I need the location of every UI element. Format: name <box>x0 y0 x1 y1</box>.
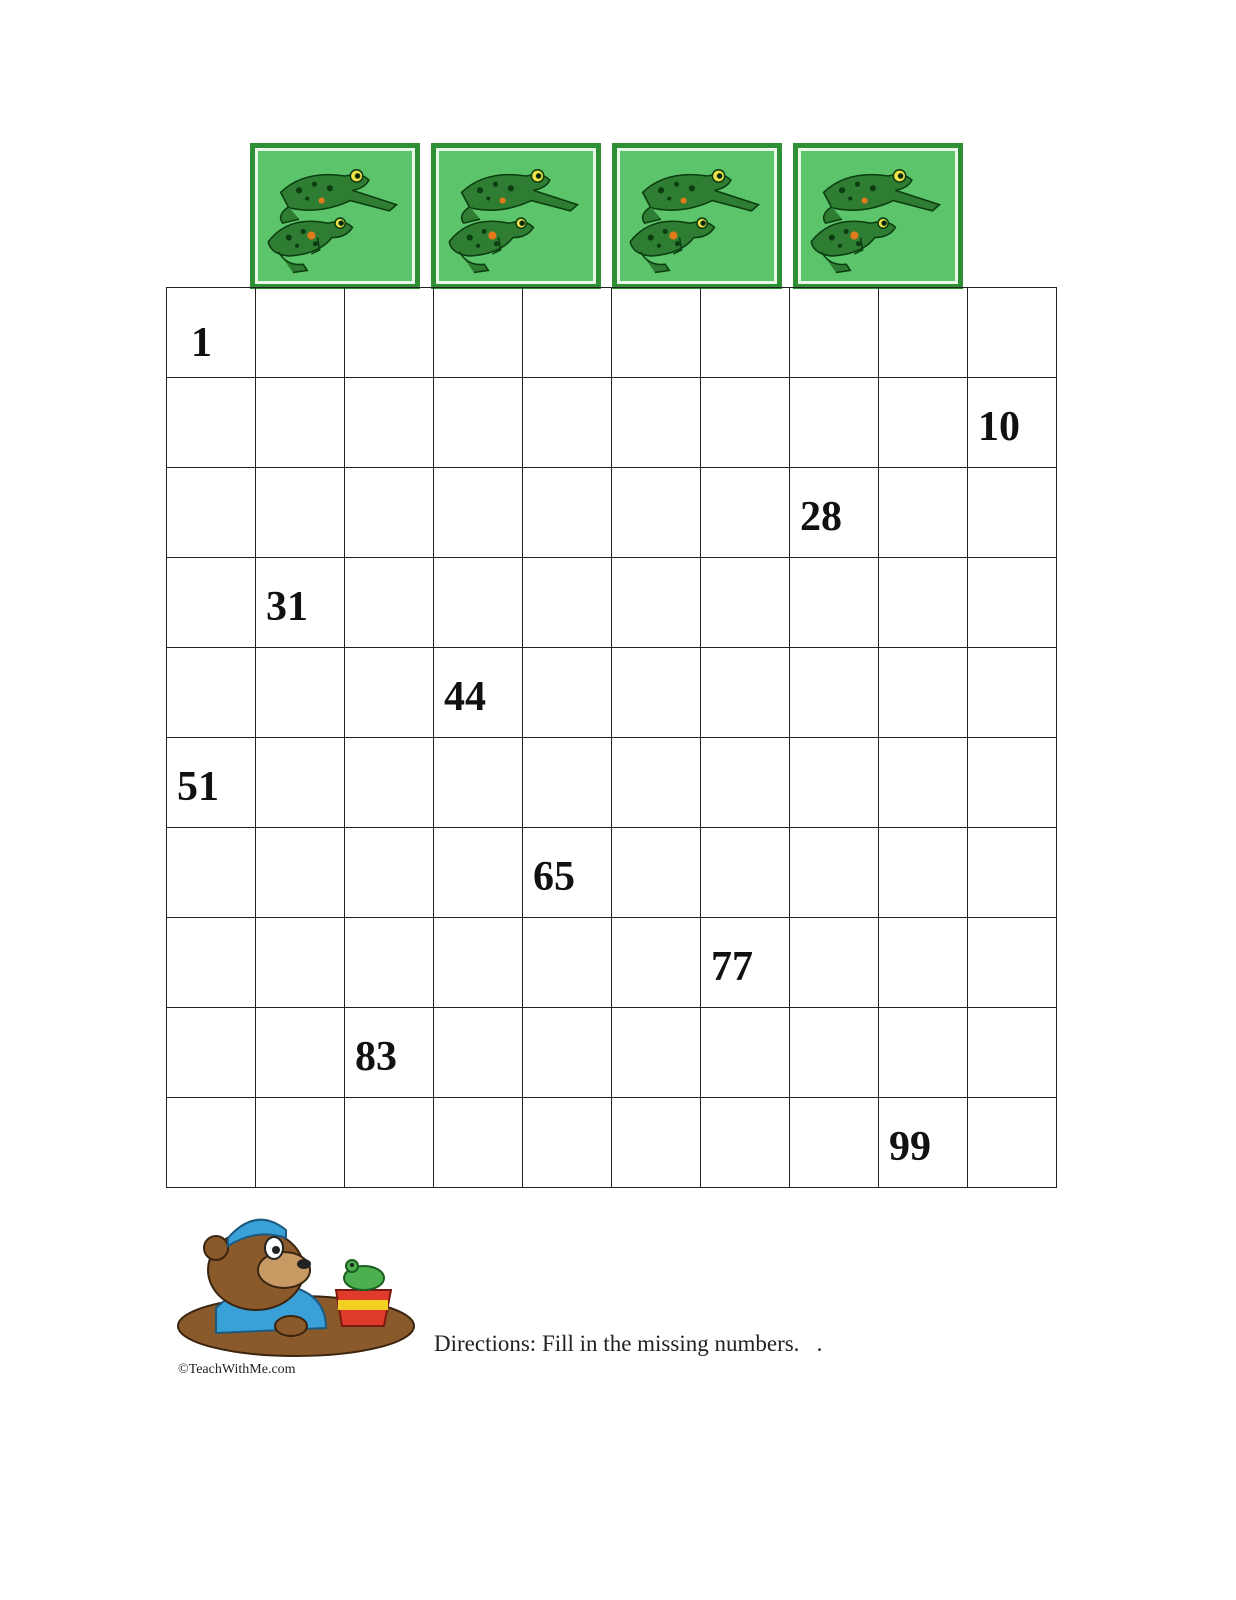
grid-cell[interactable] <box>790 558 879 648</box>
grid-cell[interactable] <box>434 648 523 738</box>
frog-tile <box>250 143 420 289</box>
grid-cell[interactable] <box>434 378 523 468</box>
grid-cell[interactable] <box>968 738 1057 828</box>
grid-cell[interactable] <box>701 1098 790 1188</box>
grid-cell[interactable] <box>701 558 790 648</box>
grid-cell[interactable] <box>523 648 612 738</box>
grid-cell[interactable] <box>701 648 790 738</box>
grid-cell[interactable] <box>434 468 523 558</box>
grid-cell[interactable] <box>968 378 1057 468</box>
grid-cell[interactable] <box>256 288 345 378</box>
grid-cell[interactable] <box>434 558 523 648</box>
grid-cell[interactable] <box>701 918 790 1008</box>
grid-cell[interactable] <box>345 828 434 918</box>
grid-cell[interactable] <box>612 1008 701 1098</box>
grid-cell[interactable] <box>612 648 701 738</box>
grid-cell[interactable] <box>879 1008 968 1098</box>
grid-cell[interactable] <box>523 378 612 468</box>
bear-with-frog-icon <box>176 1208 421 1358</box>
grid-cell[interactable] <box>879 378 968 468</box>
grid-cell[interactable] <box>879 468 968 558</box>
leapfrog-icon <box>798 148 958 284</box>
grid-row <box>167 918 1057 1008</box>
grid-cell[interactable] <box>167 558 256 648</box>
cell-number: 31 <box>266 584 308 630</box>
grid-cell[interactable] <box>701 1008 790 1098</box>
grid-cell[interactable] <box>790 288 879 378</box>
grid-cell[interactable] <box>434 288 523 378</box>
grid-cell[interactable] <box>256 828 345 918</box>
grid-row <box>167 378 1057 468</box>
grid-cell[interactable] <box>523 828 612 918</box>
grid-cell[interactable] <box>790 648 879 738</box>
grid-cell[interactable] <box>523 468 612 558</box>
grid-cell[interactable] <box>434 918 523 1008</box>
grid-cell[interactable] <box>523 1098 612 1188</box>
frog-tile <box>612 143 782 289</box>
grid-row <box>167 558 1057 648</box>
grid-cell[interactable] <box>968 918 1057 1008</box>
grid-cell[interactable] <box>790 1008 879 1098</box>
grid-cell[interactable] <box>256 1098 345 1188</box>
grid-cell[interactable] <box>167 1008 256 1098</box>
grid-cell[interactable] <box>434 1008 523 1098</box>
grid-cell[interactable] <box>167 738 256 828</box>
grid-cell[interactable] <box>167 918 256 1008</box>
grid-cell[interactable] <box>879 738 968 828</box>
leapfrog-icon <box>436 148 596 284</box>
grid-cell[interactable] <box>612 918 701 1008</box>
cell-number: 51 <box>177 764 219 810</box>
grid-cell[interactable] <box>968 648 1057 738</box>
leapfrog-icon <box>617 148 777 284</box>
grid-cell[interactable] <box>790 1098 879 1188</box>
grid-cell[interactable] <box>167 288 256 378</box>
grid-cell[interactable] <box>790 918 879 1008</box>
grid-cell[interactable] <box>612 738 701 828</box>
grid-cell[interactable] <box>345 558 434 648</box>
directions-text: Directions: Fill in the missing numbers. . <box>434 1331 823 1356</box>
cell-number: 44 <box>444 674 486 720</box>
grid-cell[interactable] <box>968 468 1057 558</box>
leapfrog-icon <box>255 148 415 284</box>
grid-cell[interactable] <box>612 378 701 468</box>
grid-cell[interactable] <box>256 378 345 468</box>
cell-number: 65 <box>533 854 575 900</box>
grid-cell[interactable] <box>345 378 434 468</box>
grid-cell[interactable] <box>256 918 345 1008</box>
grid-cell[interactable] <box>701 378 790 468</box>
grid-cell[interactable] <box>434 828 523 918</box>
grid-cell[interactable] <box>345 1098 434 1188</box>
grid-cell[interactable] <box>612 468 701 558</box>
grid-cell[interactable] <box>434 738 523 828</box>
grid-cell[interactable] <box>879 828 968 918</box>
grid-cell[interactable] <box>612 288 701 378</box>
grid-cell[interactable] <box>879 1098 968 1188</box>
grid-cell[interactable] <box>256 738 345 828</box>
cell-number: 83 <box>355 1034 397 1080</box>
grid-cell[interactable] <box>523 738 612 828</box>
frog-tile <box>431 143 601 289</box>
grid-cell[interactable] <box>256 1008 345 1098</box>
grid-row <box>167 468 1057 558</box>
grid-cell[interactable] <box>434 1098 523 1188</box>
grid-cell[interactable] <box>523 558 612 648</box>
grid-cell[interactable] <box>968 828 1057 918</box>
cell-number: 10 <box>978 404 1020 450</box>
grid-row <box>167 1098 1057 1188</box>
grid-cell[interactable] <box>701 288 790 378</box>
grid-row <box>167 738 1057 828</box>
grid-cell[interactable] <box>523 1008 612 1098</box>
grid-cell[interactable] <box>345 1008 434 1098</box>
frog-banner <box>250 143 962 289</box>
grid-row <box>167 288 1057 378</box>
grid-cell[interactable] <box>256 468 345 558</box>
grid-cell[interactable] <box>879 648 968 738</box>
grid-cell[interactable] <box>345 648 434 738</box>
grid-cell[interactable] <box>612 1098 701 1188</box>
grid-cell[interactable] <box>345 738 434 828</box>
grid-cell[interactable] <box>612 558 701 648</box>
grid-cell[interactable] <box>167 378 256 468</box>
grid-cell[interactable] <box>523 288 612 378</box>
grid-cell[interactable] <box>968 288 1057 378</box>
frog-tile <box>793 143 963 289</box>
grid-cell[interactable] <box>345 288 434 378</box>
grid-cell[interactable] <box>968 1008 1057 1098</box>
grid-row <box>167 1008 1057 1098</box>
grid-cell[interactable] <box>790 468 879 558</box>
grid-cell[interactable] <box>790 828 879 918</box>
grid-cell[interactable] <box>167 648 256 738</box>
copyright-text: ©TeachWithMe.com <box>178 1362 296 1377</box>
grid-cell[interactable] <box>790 738 879 828</box>
grid-cell[interactable] <box>167 468 256 558</box>
grid-cell[interactable] <box>968 558 1057 648</box>
cell-number: 1 <box>191 320 212 366</box>
grid-row <box>167 648 1057 738</box>
grid-cell[interactable] <box>790 378 879 468</box>
grid-cell[interactable] <box>256 558 345 648</box>
grid-cell[interactable] <box>523 918 612 1008</box>
cell-number: 28 <box>800 494 842 540</box>
grid-cell[interactable] <box>701 468 790 558</box>
grid-cell[interactable] <box>701 738 790 828</box>
grid-cell[interactable] <box>701 828 790 918</box>
grid-cell[interactable] <box>968 1098 1057 1188</box>
grid-cell[interactable] <box>167 1098 256 1188</box>
grid-cell[interactable] <box>256 648 345 738</box>
hundreds-grid <box>166 287 1057 1188</box>
grid-cell[interactable] <box>879 558 968 648</box>
grid-cell[interactable] <box>612 828 701 918</box>
grid-cell[interactable] <box>879 918 968 1008</box>
grid-cell[interactable] <box>345 918 434 1008</box>
cell-number: 99 <box>889 1124 931 1170</box>
cell-number: 77 <box>711 944 753 990</box>
grid-cell[interactable] <box>345 468 434 558</box>
grid-cell[interactable] <box>879 288 968 378</box>
grid-cell[interactable] <box>167 828 256 918</box>
grid-row <box>167 828 1057 918</box>
